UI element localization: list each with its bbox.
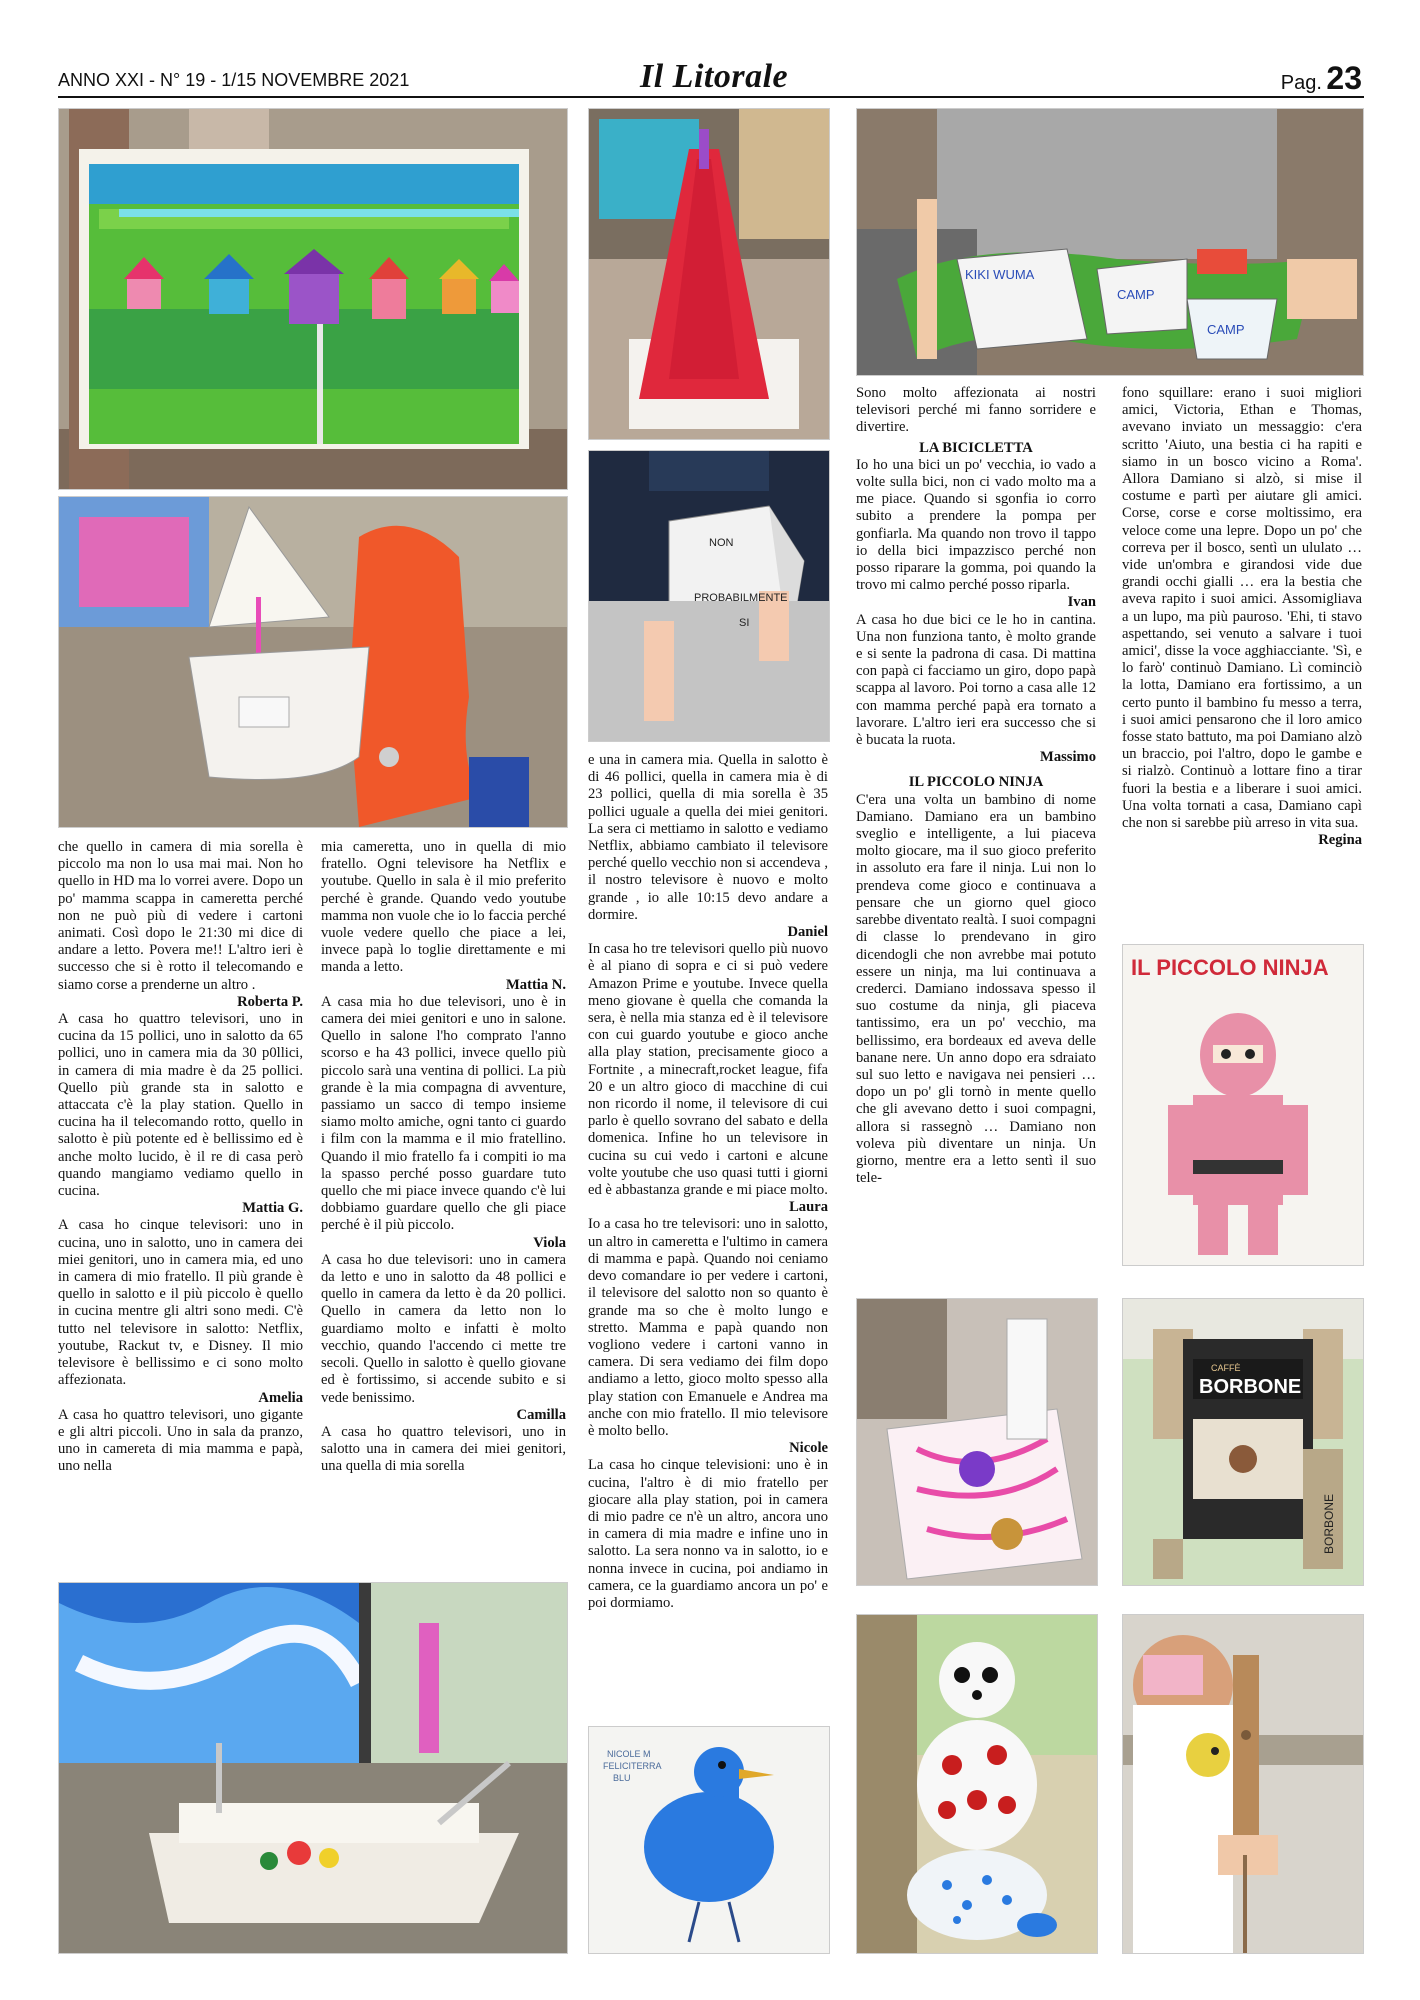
text-column-2 bbox=[321, 839, 566, 1476]
photo-ninja-drawing bbox=[1122, 944, 1364, 1266]
coffee-label-top: CAFFÈ bbox=[1211, 1363, 1241, 1373]
paragraph: e una in camera mia. Quella in salotto è di 46 pollici, quella in camera mia è di 23 pollici, quella di mia sorella è 35 pollici uguale a quella dei miei genitori. La sera ci mettiamo in salotto e vediamo Netflix, abbiamo cambiato il televisore perché quello vecchio non si accendeva , il nostro televisore è nuovo e molto grande , io alle 10:15 devo andare a dormire. bbox=[588, 752, 828, 923]
newspaper-title: Il Litorale bbox=[640, 58, 789, 95]
author-signature: Amelia bbox=[258, 1389, 303, 1406]
photo-houses-drawing bbox=[58, 108, 568, 490]
photo-shoebox-boat bbox=[58, 1582, 568, 1954]
text-column-4 bbox=[856, 385, 1096, 1187]
author-signature: Regina bbox=[1318, 832, 1362, 849]
cube-label-no: NON bbox=[709, 537, 734, 549]
paragraph: A casa ho quattro televisori, uno in cucina da 15 pollici, uno in salotto da 65 pollici, uno in camera mia da 30 p0llici, in camera di mia madre è da 25 pollici. Quello più grande sta in salotto e attaccata c'è la play station. Quello in cucina ha il telecomando rotto, quello in salotto è più potente ed è bellissimo ed è anche molto lucido, è il re di casa però quando mangiamo vediamo quello in cucina. bbox=[58, 1011, 303, 1200]
bird-caption-1: NICOLE M bbox=[607, 1749, 651, 1759]
photo-pink-box bbox=[856, 1298, 1098, 1586]
paragraph: Io a casa ho tre televisori: uno in salotto, un altro in cameretta e l'ultimo in camera di mamma e papà. Quando noi ceniamo devo comandare io per vedere i cartoni, il televisore del salotto non so quanto è grande ma so che è molto lungo e stretto. Mamma e papà quando non vogliono vedere i cartoni vanno in camera. Di sera vediamo dei film dopo andiamo a letto, gioco molto spesso alla play station con Emanuele e Andrea ma anche con mio fratello. Il mio televisore è molto bello. bbox=[588, 1216, 828, 1439]
issue-line: ANNO XXI - N° 19 - 1/15 NOVEMBRE 2021 bbox=[58, 70, 410, 90]
author-signature: Ivan bbox=[1067, 594, 1096, 611]
header-rule bbox=[58, 96, 1364, 98]
photo-decision-cube bbox=[588, 450, 830, 742]
paragraph: A casa ho due bici ce le ho in cantina. Una non funziona tanto, è molto grande e si sente la padrona di casa. Di mattina con papà ci facciamo un giro, dopo papà scappa al lavoro. Poi torno a casa alle 12 con mamma perché papà era tornato a lavorare. L'altro ieri era successo che si è bucata la ruota. bbox=[856, 611, 1096, 749]
paragraph: A casa ho cinque televisori: uno in cucina, uno in salotto, uno in camera dei miei genitori, uno in camera mia, ed uno in camera di mio fratello. Il più grande è quello in salotto e il più piccolo è quello in cucina mentre gli altri sono medi. C'è tutto nel televisore in salotto: Netflix, youtube, Rackut tv, e Disney. Il mio televisore è bellissimo e ci sono molto affezionata. bbox=[58, 1217, 303, 1389]
author-signature: Roberta P. bbox=[237, 993, 303, 1010]
photo-coffee-robot bbox=[1122, 1298, 1364, 1586]
paragraph: In casa ho tre televisori quello più nuovo è al piano di sopra e ci si può vedere Amazon Prime e youtube. Invece quella meno giovane è quella che comanda la sera, è nella mia stanza ed è il televisore con cui guardo youtube e gioco anche alla play station, precisamente gioco a Fortnite , a minecraft,rocket league, fifa 20 e un altro gioco di macchine di cui non ricordo il nome, il televisore di cui parlo è quello sovrano del sabato e della domenica. Infine ho un televisore in cucina su cui vedo i cartoni e alcune volte youtube che uso quasi tutti i giorni ed è abbastanza grande e mi piace molto. bbox=[588, 941, 828, 1199]
camp-label-2: CAMP bbox=[1207, 322, 1245, 337]
author-signature: Nicole bbox=[789, 1440, 828, 1457]
text-column-1 bbox=[58, 839, 303, 1476]
coffee-side-label: BORBONE bbox=[1322, 1493, 1336, 1554]
paragraph: C'era una volta un bambino di nome Damiano. Damiano era un bambino sveglio e intelligente, a lui piaceva molto giocare, ma il suo gioco preferito in assoluto era fare il ninja. Lui non lo prendeva come gioco e continuava a pensare che un giorno quel gioco sarebbe diventato realtà. I suoi compagni di classe lo prendevano in giro dicendogli che non avrebbe mai potuto essere un ninja, ma lui continuava a crederci. Damiano indossava spesso il suo costume da ninja, gli piaceva tantissimo, era un po' vecchio, ma bellissimo, era bordeaux ed aveva delle banane nere. Un anno dopo era sdraiato sul suo letto e navigava nei pensieri … dopo un po' gli tornò in mente quello che gli avevano detto i suoi compagni, allora si rassegnò … Damiano non voleva più diventare un ninja. Un giorno, mentre era a letto sentì il suo tele- bbox=[856, 791, 1096, 1187]
author-signature: Viola bbox=[533, 1234, 566, 1251]
paragraph: A casa ho quattro televisori, uno gigante e gli altri piccoli. Uno in sala da pranzo, uno in camereta di mia mamma e papà, uno nella bbox=[58, 1406, 303, 1475]
photo-paper-boat bbox=[58, 496, 568, 828]
camp-label-kiki: KIKI WUMA bbox=[965, 267, 1035, 282]
paragraph: fono squillare: erano i suoi migliori amici, Victoria, Ethan e Thomas, avevano inviato un messaggio: c'era scritto 'Aiuto, una bestia ci ha rapiti e siamo in un bosco vicino a Roma'. Allora Damiano si alzò, si mise il costume e partì per aiutare gli amici. Corse, corse e corse moltissimo, era veloce come una lepre. Dopo un po' che correva per il bosco, sentì un ululato … vide un'ombra e girandosi vide due grandi occhi gialli … era la bestia che aveva rapito i suoi amici. Assomigliava a un lupo, ma più pauroso. 'Ehi, ti stavo aspettando, sei venuto a salvare i tuoi amici', disse la voce agghiacciante. 'Sì, e lo farò' continuò Damiano. Lì cominciò la lotta, Damiano era fortissimo, a un certo punto il bambino fu messo a terra, i suoi amici pensarono che il loro amico fosse stato battuto, ma poi Damiano alzò un braccio, poi l'altro, dopo le gambe e si rialzò. Continuò a lottare fino a tirar fuori la bestia e a liberare i suoi amici. Una volta tornati a casa, Damiano capì che non si sarebbe più arreso in vita sua. bbox=[1122, 385, 1362, 832]
page-label: Pag. bbox=[1280, 72, 1322, 94]
paragraph: A casa ho due televisori: uno in camera da letto e uno in salotto da 48 pollici e quello in camera da letto è da 20 pollici. Quello in camera da letto non lo guardiamo molto e infatti è molto vecchio, quando l'accendo ci mette tre secoli. Quello in salotto è quello giovane ed è fortissimo, si accende subito e si vede benissimo. bbox=[321, 1251, 566, 1406]
paragraph: La casa ho cinque televisioni: uno è in cucina, l'altro è di mio fratello per giocare alla play station, poi in camera di mio padre ce n'è un altro, ancora uno in camera di mia madre e infine uno in salotto. La sera nonno va in salotto, io e nonna invece in cucina, poi andiamo in camera, ce la guardiamo ancora un po' e poi dormiamo. bbox=[588, 1457, 828, 1611]
page-number-block bbox=[1281, 60, 1362, 96]
photo-volcano bbox=[588, 108, 830, 440]
author-signature: Massimo bbox=[1040, 749, 1096, 766]
photo-blue-bird-drawing bbox=[588, 1726, 830, 1954]
bird-caption-2: FELICITERRA bbox=[603, 1761, 662, 1771]
cube-label-maybe: PROBABILMENTE bbox=[694, 592, 788, 604]
cube-label-yes: SI bbox=[739, 617, 750, 629]
text-column-3 bbox=[588, 752, 828, 1612]
author-signature: Daniel bbox=[787, 924, 828, 941]
photo-camp-island bbox=[856, 108, 1364, 376]
camp-label-1: CAMP bbox=[1117, 287, 1155, 302]
paragraph: A casa mia ho due televisori, uno è in camera dei miei genitori e uno in salone. Quello in salone l'ho comprato l'anno scorso e ha 43 pollici, invece quello più piccolo sarà una ventina di pollici. La più grande è la mia compagna di avventure, passiamo un sacco di tempo insieme siamo molto amiche, ogni tanto ci guardo i film con la mamma e il mio fratellino. Quando il mio fratello fa i compiti io ma la spasso perché posso guardare tuto quello che mi piace invece quando c'è lui dobbiamo guardare quello che gli piace perché è il più piccolo. bbox=[321, 993, 566, 1234]
page-number: 23 bbox=[1326, 60, 1362, 96]
paragraph: A casa ho quattro televisori, uno in salotto una in camera dei miei genitori, una quella di mia sorella bbox=[321, 1423, 566, 1475]
section-title-ninja: IL PICCOLO NINJA bbox=[908, 774, 1044, 791]
photo-child-tube-craft bbox=[1122, 1614, 1364, 1954]
author-signature: Mattia N. bbox=[506, 976, 566, 993]
author-signature: Laura bbox=[789, 1199, 828, 1216]
author-signature: Camilla bbox=[516, 1406, 566, 1423]
bird-caption-3: BLU bbox=[613, 1773, 631, 1783]
paragraph: Sono molto affezionata ai nostri televisori perché mi fanno sorridere e divertire. bbox=[856, 385, 1096, 436]
author-signature: Mattia G. bbox=[242, 1200, 303, 1217]
photo-ball-figure bbox=[856, 1614, 1098, 1954]
paragraph: che quello in camera di mia sorella è piccolo ma non lo usa mai mai. Non ho quello in HD ma lo vorrei avere. Dopo un po' mamma scappa in cameretta perché non ne può più di vedere i cartoni animati. Così dopo le 21:30 mi dice di andare a letto. Povera me!! L'altro ieri è successo che si è rotto il telecomando e siamo corse a prenderne un altro . bbox=[58, 839, 303, 993]
coffee-label-brand: BORBONE bbox=[1199, 1376, 1302, 1398]
paragraph: Io ho una bici un po' vecchia, io vado a volte sulla bici, non ci vado molto ma a me piace. Quando si sgonfia io corro subito a prendere la pompa per gonfiarla. Ma quando non trovo il tappo io della bici impazzisco perché non posso riparare la gomma, poi quando la trovo mi calmo perché posso riparla. bbox=[856, 456, 1096, 594]
paragraph: mia cameretta, uno in quella di mio fratello. Ogni televisore ha Netflix e youtube. Quello in sala è il mio preferito perché è grande. Quando vedo youtube mamma non vuole che io lo faccia perché vuole vedere quello che piace a lei, invece papà lo toglie direttamente e mi manda a letto. bbox=[321, 839, 566, 976]
ninja-drawing-title: IL PICCOLO NINJA bbox=[1131, 955, 1329, 980]
text-column-5 bbox=[1122, 385, 1362, 849]
section-title-bicycle: LA BICICLETTA bbox=[919, 439, 1033, 456]
